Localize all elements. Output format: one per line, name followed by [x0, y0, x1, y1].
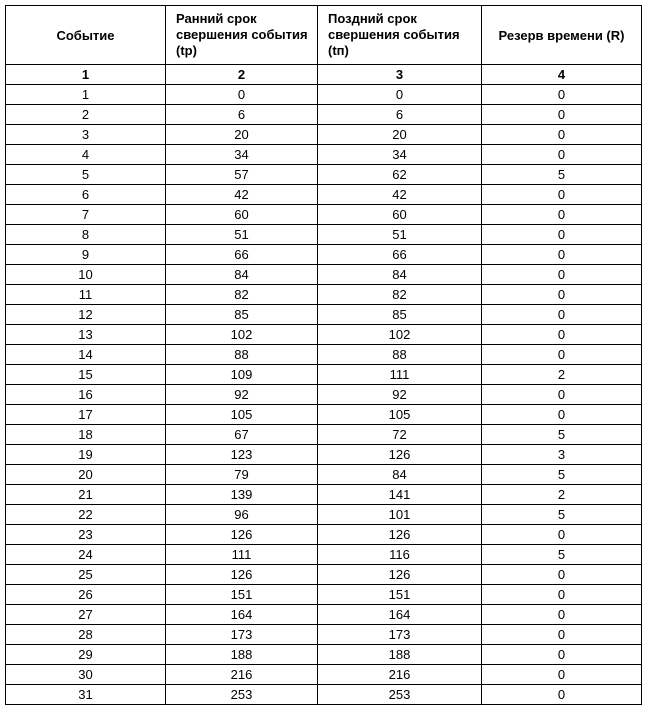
- event-timing-table: [5, 5, 642, 705]
- table-row: [6, 585, 642, 605]
- cell-event: 3: [6, 125, 166, 145]
- table-row: [6, 565, 642, 585]
- table-body: [6, 85, 642, 705]
- table-row: [6, 645, 642, 665]
- cell-reserve: 0: [482, 125, 642, 145]
- cell-event: 30: [6, 665, 166, 685]
- column-number: 1: [6, 65, 166, 85]
- cell-early-time: 42: [166, 185, 318, 205]
- cell-event: 11: [6, 285, 166, 305]
- table-row: [6, 525, 642, 545]
- cell-event: 25: [6, 565, 166, 585]
- table-row: [6, 105, 642, 125]
- cell-late-time: 20: [318, 125, 482, 145]
- cell-early-time: 84: [166, 265, 318, 285]
- table-row: [6, 605, 642, 625]
- cell-reserve: 0: [482, 685, 642, 705]
- column-number-row: [6, 65, 642, 85]
- table-row: [6, 305, 642, 325]
- cell-late-time: 34: [318, 145, 482, 165]
- cell-early-time: 66: [166, 245, 318, 265]
- cell-event: 7: [6, 205, 166, 225]
- cell-late-time: 84: [318, 465, 482, 485]
- cell-event: 9: [6, 245, 166, 265]
- cell-early-time: 96: [166, 505, 318, 525]
- cell-event: 29: [6, 645, 166, 665]
- cell-early-time: 79: [166, 465, 318, 485]
- cell-reserve: 0: [482, 325, 642, 345]
- cell-event: 26: [6, 585, 166, 605]
- cell-event: 27: [6, 605, 166, 625]
- cell-event: 20: [6, 465, 166, 485]
- table-row: [6, 325, 642, 345]
- cell-early-time: 6: [166, 105, 318, 125]
- cell-event: 17: [6, 405, 166, 425]
- header-event: Событие: [6, 6, 166, 65]
- cell-late-time: 188: [318, 645, 482, 665]
- cell-early-time: 164: [166, 605, 318, 625]
- cell-late-time: 111: [318, 365, 482, 385]
- cell-late-time: 6: [318, 105, 482, 125]
- cell-early-time: 151: [166, 585, 318, 605]
- cell-reserve: 5: [482, 545, 642, 565]
- cell-late-time: 51: [318, 225, 482, 245]
- cell-event: 6: [6, 185, 166, 205]
- cell-late-time: 42: [318, 185, 482, 205]
- cell-early-time: 82: [166, 285, 318, 305]
- cell-reserve: 5: [482, 505, 642, 525]
- cell-reserve: 0: [482, 585, 642, 605]
- cell-reserve: 0: [482, 265, 642, 285]
- cell-reserve: 5: [482, 425, 642, 445]
- table-row: [6, 505, 642, 525]
- cell-reserve: 0: [482, 225, 642, 245]
- cell-early-time: 88: [166, 345, 318, 365]
- cell-early-time: 123: [166, 445, 318, 465]
- cell-reserve: 0: [482, 305, 642, 325]
- cell-early-time: 126: [166, 565, 318, 585]
- table-row: [6, 165, 642, 185]
- cell-late-time: 126: [318, 525, 482, 545]
- table-row: [6, 385, 642, 405]
- column-number: 3: [318, 65, 482, 85]
- cell-reserve: 0: [482, 105, 642, 125]
- cell-early-time: 51: [166, 225, 318, 245]
- cell-reserve: 0: [482, 245, 642, 265]
- cell-late-time: 62: [318, 165, 482, 185]
- table-row: [6, 265, 642, 285]
- cell-late-time: 0: [318, 85, 482, 105]
- cell-event: 5: [6, 165, 166, 185]
- cell-late-time: 102: [318, 325, 482, 345]
- cell-early-time: 67: [166, 425, 318, 445]
- cell-late-time: 141: [318, 485, 482, 505]
- cell-event: 22: [6, 505, 166, 525]
- cell-early-time: 105: [166, 405, 318, 425]
- cell-early-time: 60: [166, 205, 318, 225]
- header-time-reserve: Резерв времени (R): [482, 6, 642, 65]
- cell-reserve: 0: [482, 85, 642, 105]
- cell-reserve: 0: [482, 645, 642, 665]
- table-row: [6, 625, 642, 645]
- cell-event: 21: [6, 485, 166, 505]
- cell-early-time: 188: [166, 645, 318, 665]
- cell-event: 19: [6, 445, 166, 465]
- table-row: [6, 405, 642, 425]
- cell-reserve: 0: [482, 665, 642, 685]
- cell-late-time: 164: [318, 605, 482, 625]
- cell-reserve: 0: [482, 525, 642, 545]
- table-row: [6, 685, 642, 705]
- cell-early-time: 85: [166, 305, 318, 325]
- cell-reserve: 0: [482, 605, 642, 625]
- cell-late-time: 82: [318, 285, 482, 305]
- table-header-row: [6, 6, 642, 65]
- cell-early-time: 111: [166, 545, 318, 565]
- cell-early-time: 57: [166, 165, 318, 185]
- cell-early-time: 216: [166, 665, 318, 685]
- table-row: [6, 245, 642, 265]
- column-number: 4: [482, 65, 642, 85]
- cell-reserve: 2: [482, 365, 642, 385]
- cell-late-time: 92: [318, 385, 482, 405]
- cell-late-time: 60: [318, 205, 482, 225]
- table-row: [6, 465, 642, 485]
- cell-reserve: 5: [482, 465, 642, 485]
- cell-late-time: 216: [318, 665, 482, 685]
- table-row: [6, 145, 642, 165]
- cell-late-time: 85: [318, 305, 482, 325]
- header-late-time: Поздний срок свершения события (tп): [318, 6, 482, 65]
- cell-late-time: 101: [318, 505, 482, 525]
- table-row: [6, 285, 642, 305]
- cell-early-time: 253: [166, 685, 318, 705]
- cell-reserve: 0: [482, 625, 642, 645]
- cell-late-time: 88: [318, 345, 482, 365]
- cell-event: 15: [6, 365, 166, 385]
- table-row: [6, 205, 642, 225]
- cell-late-time: 126: [318, 445, 482, 465]
- table-row: [6, 665, 642, 685]
- cell-reserve: 0: [482, 285, 642, 305]
- cell-early-time: 173: [166, 625, 318, 645]
- table-row: [6, 445, 642, 465]
- cell-late-time: 84: [318, 265, 482, 285]
- cell-reserve: 0: [482, 385, 642, 405]
- cell-reserve: 0: [482, 565, 642, 585]
- cell-early-time: 20: [166, 125, 318, 145]
- cell-late-time: 253: [318, 685, 482, 705]
- column-number: 2: [166, 65, 318, 85]
- cell-reserve: 3: [482, 445, 642, 465]
- cell-early-time: 92: [166, 385, 318, 405]
- cell-early-time: 0: [166, 85, 318, 105]
- table-row: [6, 185, 642, 205]
- cell-event: 18: [6, 425, 166, 445]
- cell-late-time: 66: [318, 245, 482, 265]
- cell-early-time: 126: [166, 525, 318, 545]
- cell-reserve: 0: [482, 345, 642, 365]
- cell-event: 14: [6, 345, 166, 365]
- cell-late-time: 126: [318, 565, 482, 585]
- cell-late-time: 72: [318, 425, 482, 445]
- cell-event: 24: [6, 545, 166, 565]
- cell-event: 1: [6, 85, 166, 105]
- table-row: [6, 225, 642, 245]
- cell-early-time: 102: [166, 325, 318, 345]
- cell-event: 4: [6, 145, 166, 165]
- cell-event: 23: [6, 525, 166, 545]
- cell-event: 16: [6, 385, 166, 405]
- cell-reserve: 0: [482, 185, 642, 205]
- cell-event: 31: [6, 685, 166, 705]
- cell-reserve: 2: [482, 485, 642, 505]
- cell-early-time: 139: [166, 485, 318, 505]
- table-row: [6, 545, 642, 565]
- cell-late-time: 151: [318, 585, 482, 605]
- cell-late-time: 105: [318, 405, 482, 425]
- cell-event: 10: [6, 265, 166, 285]
- cell-late-time: 116: [318, 545, 482, 565]
- cell-event: 2: [6, 105, 166, 125]
- cell-reserve: 0: [482, 145, 642, 165]
- table-row: [6, 365, 642, 385]
- cell-event: 12: [6, 305, 166, 325]
- cell-event: 13: [6, 325, 166, 345]
- cell-late-time: 173: [318, 625, 482, 645]
- cell-early-time: 109: [166, 365, 318, 385]
- cell-event: 28: [6, 625, 166, 645]
- cell-reserve: 5: [482, 165, 642, 185]
- table-row: [6, 85, 642, 105]
- cell-reserve: 0: [482, 405, 642, 425]
- cell-early-time: 34: [166, 145, 318, 165]
- cell-event: 8: [6, 225, 166, 245]
- table-row: [6, 425, 642, 445]
- header-early-time: Ранний срок свершения события (tр): [166, 6, 318, 65]
- table-row: [6, 125, 642, 145]
- table-row: [6, 345, 642, 365]
- cell-reserve: 0: [482, 205, 642, 225]
- table-row: [6, 485, 642, 505]
